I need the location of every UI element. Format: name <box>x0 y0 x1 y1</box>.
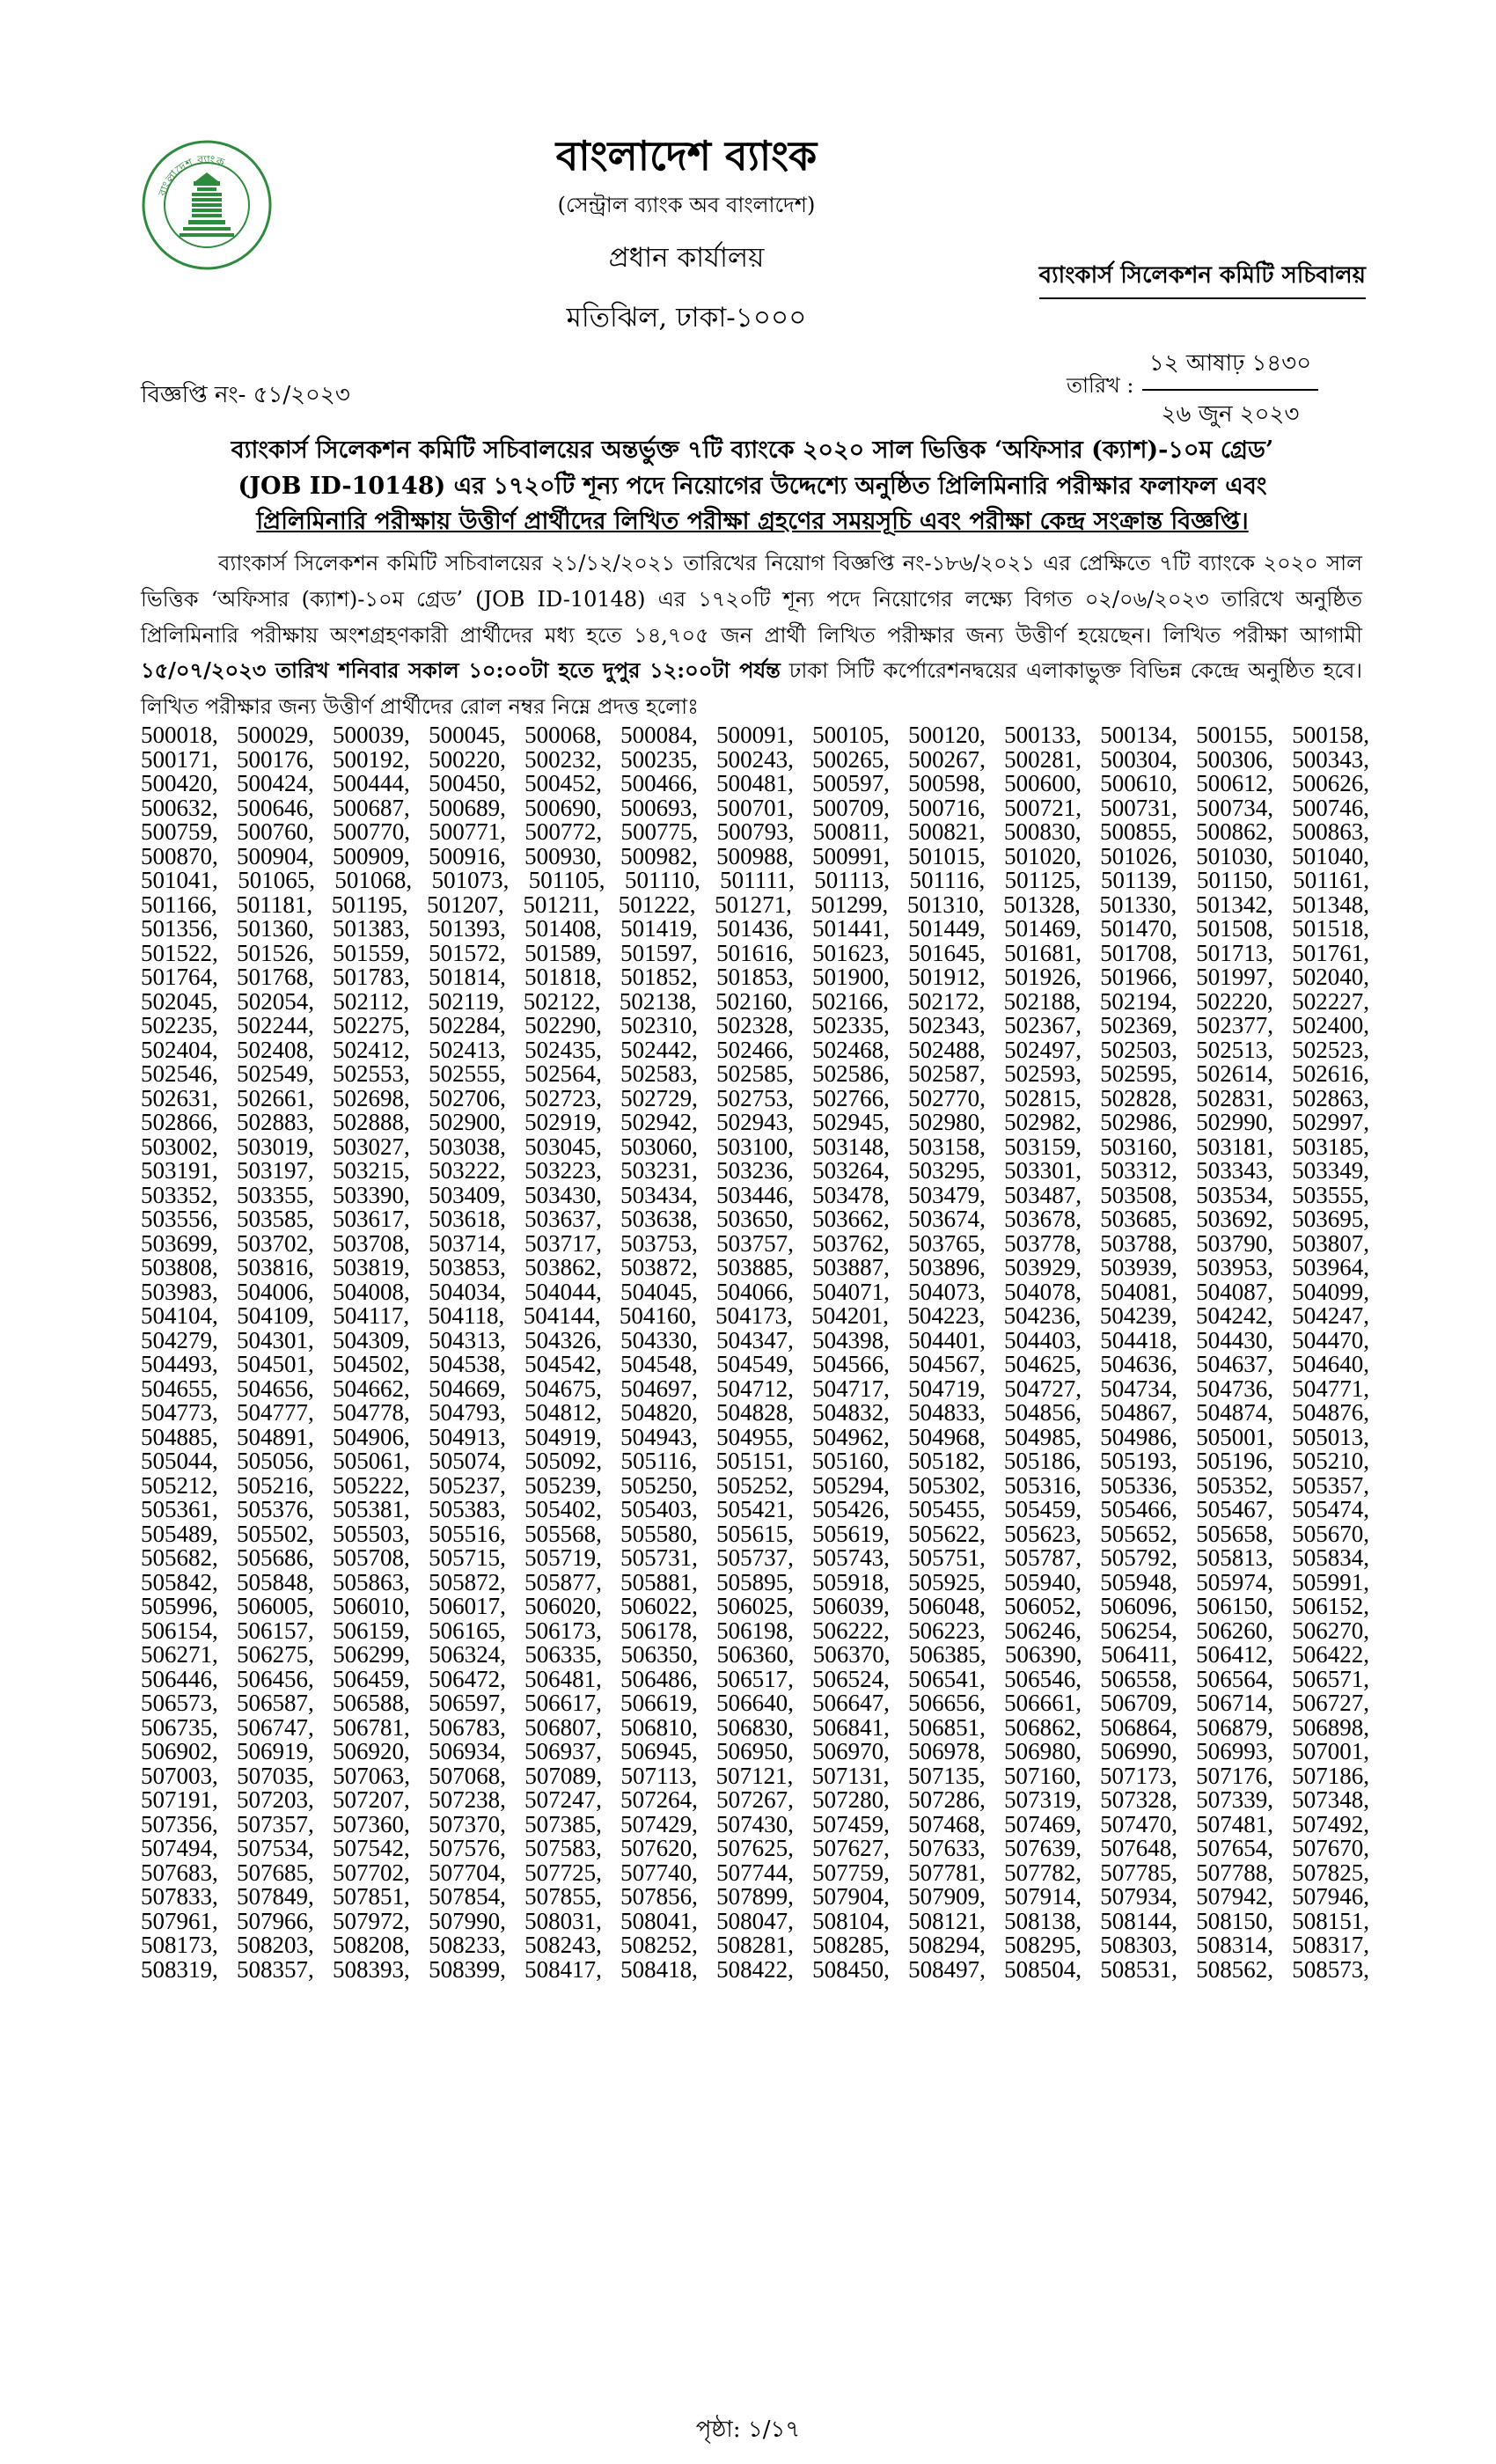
roll-number-row: 504885, 504891, 504906, 504913, 504919, 504943, 504955, 504962, 504968, 504985, 504986, 505001, 505013, <box>141 1423 1369 1450</box>
roll-number-row: 504773, 504777, 504778, 504793, 504812, 504820, 504828, 504832, 504833, 504856, 504867, 504874, 504876, <box>141 1399 1369 1426</box>
roll-number-row: 500632, 500646, 500687, 500689, 500690, 500693, 500701, 500709, 500716, 500721, 500731, 500734, 500746, <box>141 794 1369 821</box>
subject-line-2: (JOB ID-10148) এর ১৭২০টি শূন্য পদে নিয়োগের উদ্দেশ্যে অনুষ্ঠিত প্রিলিমিনারি পরীক্ষার ফলাফল এবং <box>238 472 1267 500</box>
bank-name: বাংলাদেশ ব্যাংক <box>555 132 818 180</box>
roll-number-row: 506154, 506157, 506159, 506165, 506173, 506178, 506198, 506222, 506223, 506246, 506254, 506260, 506270, <box>141 1617 1369 1644</box>
roll-number-row: 507833, 507849, 507851, 507854, 507855, 507856, 507899, 507904, 507909, 507914, 507934, 507942, 507946, <box>141 1883 1369 1910</box>
roll-number-row: 500759, 500760, 500770, 500771, 500772, 500775, 500793, 500811, 500821, 500830, 500855, 500862, 500863, <box>141 818 1369 845</box>
bank-subtitle: (সেন্ট্রাল ব্যাংক অব বাংলাদেশ) <box>557 193 816 218</box>
roll-number-row: 508319, 508357, 508393, 508399, 508417, 508418, 508422, 508450, 508497, 508504, 508531, 508562, 508573, <box>141 1955 1369 1983</box>
roll-number-row: 506573, 506587, 506588, 506597, 506617, 506619, 506640, 506647, 506656, 506661, 506709, 506714, 506727, <box>141 1690 1369 1716</box>
date-english: ২৬ জুন ২০২৩ <box>1161 401 1300 428</box>
roll-number-row: 506271, 506275, 506299, 506324, 506335, 506350, 506360, 506370, 506385, 506390, 506411, 506412, 506422, <box>141 1641 1369 1668</box>
roll-number-row: 507191, 507203, 507207, 507238, 507247, 507264, 507267, 507280, 507286, 507319, 507328, 507339, 507348, <box>141 1786 1369 1813</box>
roll-number-row: 503556, 503585, 503617, 503618, 503637, 503638, 503650, 503662, 503674, 503678, 503685, 503692, 503695, <box>141 1206 1369 1232</box>
body-text-1: ব্যাংকার্স সিলেকশন কমিটি সচিবালয়ের ২১/১২/২০২১ তারিখের নিয়োগ বিজ্ঞপ্তি নং-১৮৬/২০২১ এর প্রেক্ষিতে ৭টি ব্যাংকে ২০২০ সাল ভিত্তিক ‘অফিসার (ক্যাশ)-১০ম গ্রেড’ (JOB ID-10148) এর ১৭২০টি শূন্য পদে নিয়োগের লক্ষ্যে বিগত ০২/০৬/২০২৩ তারিখে অনুষ্ঠিত প্রিলিমিনারি পরীক্ষায় অংশগ্রহণকারী প্রার্থীদের মধ্য হতে ১৪,৭০৫ জন প্রার্থী লিখিত পরীক্ষার জন্য উত্তীর্ণ হয়েছেন। লিখিত পরীক্ষা আগামী <box>141 551 1362 648</box>
roll-number-row: 501166, 501181, 501195, 501207, 501211, 501222, 501271, 501299, 501310, 501328, 501330, 501342, 501348, <box>141 891 1369 918</box>
exam-schedule: ১৫/০৭/২০২৩ তারিখ শনিবার সকাল ১০:০০টা হতে দুপুর ১২:০০টা পর্যন্ত <box>141 657 781 684</box>
subject-line-1: ব্যাংকার্স সিলেকশন কমিটি সচিবালয়ের অন্তর্ভুক্ত ৭টি ব্যাংকে ২০২০ সাল ভিত্তিক ‘অফিসার (ক্যাশ)-১০ম গ্রেড’ <box>231 436 1274 464</box>
roll-number-row: 501356, 501360, 501383, 501393, 501408, 501419, 501436, 501441, 501449, 501469, 501470, 501508, 501518, <box>141 915 1369 942</box>
roll-number-row: 502404, 502408, 502412, 502413, 502435, 502442, 502466, 502468, 502488, 502497, 502503, 502513, 502523, <box>141 1036 1369 1063</box>
roll-number-row: 502546, 502549, 502553, 502555, 502564, 502583, 502585, 502586, 502587, 502593, 502595, 502614, 502616, <box>141 1060 1369 1087</box>
roll-number-row: 503352, 503355, 503390, 503409, 503430, 503434, 503446, 503478, 503479, 503487, 503508, 503534, 503555, <box>141 1181 1369 1208</box>
roll-number-row: 503983, 504006, 504008, 504034, 504044, 504045, 504066, 504071, 504073, 504078, 504081, 504087, 504099, <box>141 1278 1369 1305</box>
notice-number: বিজ্ঞপ্তি নং- ৫১/২০২৩ <box>141 382 350 408</box>
roll-number-row: 505842, 505848, 505863, 505872, 505877, 505881, 505895, 505918, 505925, 505940, 505948, 505974, 505991, <box>141 1568 1369 1595</box>
roll-number-row: 501522, 501526, 501559, 501572, 501589, 501597, 501616, 501623, 501645, 501681, 501708, 501713, 501761, <box>141 939 1369 966</box>
roll-number-row: 505682, 505686, 505708, 505715, 505719, 505731, 505737, 505743, 505751, 505787, 505792, 505813, 505834, <box>141 1544 1369 1571</box>
roll-number-row: 504655, 504656, 504662, 504669, 504675, 504697, 504712, 504717, 504719, 504727, 504734, 504736, 504771, <box>141 1375 1369 1402</box>
letterhead <box>475 132 898 342</box>
roll-number-row: 504104, 504109, 504117, 504118, 504144, 504160, 504173, 504201, 504223, 504236, 504239, 504242, 504247, <box>141 1302 1369 1329</box>
roll-number-row: 506446, 506456, 506459, 506472, 506481, 506486, 506517, 506524, 506541, 506546, 506558, 506564, 506571, <box>141 1665 1369 1692</box>
roll-number-row: 507494, 507534, 507542, 507576, 507583, 507620, 507625, 507627, 507633, 507639, 507648, 507654, 507670, <box>141 1835 1369 1861</box>
date-block <box>1142 345 1318 435</box>
roll-number-list <box>141 723 1369 1982</box>
roll-number-row: 505212, 505216, 505222, 505237, 505239, 505250, 505252, 505294, 505302, 505316, 505336, 505352, 505357, <box>141 1471 1369 1499</box>
roll-number-row: 500018, 500029, 500039, 500045, 500068, 500084, 500091, 500105, 500120, 500133, 500134, 500155, 500158, <box>141 722 1369 748</box>
subject-line-3: প্রিলিমিনারি পরীক্ষায় উত্তীর্ণ প্রার্থীদের লিখিত পরীক্ষা গ্রহণের সময়সূচি এবং পরীক্ষা কেন্দ্র সংক্রান্ত বিজ্ঞপ্তি। <box>256 508 1249 535</box>
date-bangla: ১২ আষাঢ় ১৪৩০ <box>1142 345 1318 391</box>
roll-number-row: 501041, 501065, 501068, 501073, 501105, 501110, 501111, 501113, 501116, 501125, 501139, 501150, 501161, <box>141 867 1369 893</box>
roll-number-row: 507003, 507035, 507063, 507068, 507089, 507113, 507121, 507131, 507135, 507160, 507173, 507176, 507186, <box>141 1762 1369 1789</box>
secretariat-label: ব্যাংকার্স সিলেকশন কমিটি সচিবালয় <box>1039 257 1366 299</box>
roll-number-row: 501764, 501768, 501783, 501814, 501818, 501852, 501853, 501900, 501912, 501926, 501966, 501997, 502040, <box>141 964 1369 990</box>
logo-emblem-icon <box>141 139 273 271</box>
roll-number-row: 508173, 508203, 508208, 508233, 508243, 508252, 508281, 508285, 508294, 508295, 508303, 508314, 508317, <box>141 1932 1369 1958</box>
notice-body <box>141 546 1362 725</box>
roll-number-row: 503002, 503019, 503027, 503038, 503045, 503060, 503100, 503148, 503158, 503159, 503160, 503181, 503185, <box>141 1133 1369 1160</box>
svg-text:বাংলাদেশ ব্যাংক <box>157 154 227 199</box>
roll-number-row: 507356, 507357, 507360, 507370, 507385, 507429, 507430, 507459, 507468, 507469, 507470, 507481, 507492, <box>141 1810 1369 1837</box>
roll-number-row: 502235, 502244, 502275, 502284, 502290, 502310, 502328, 502335, 502343, 502367, 502369, 502377, 502400, <box>141 1012 1369 1038</box>
roll-number-row: 507683, 507685, 507702, 507704, 507725, 507740, 507744, 507759, 507781, 507782, 507785, 507788, 507825, <box>141 1859 1369 1886</box>
roll-number-row: 500870, 500904, 500909, 500916, 500930, 500982, 500988, 500991, 501015, 501020, 501026, 501030, 501040, <box>141 842 1369 869</box>
roll-number-row: 502045, 502054, 502112, 502119, 502122, 502138, 502160, 502166, 502172, 502188, 502194, 502220, 502227, <box>141 987 1369 1015</box>
body-text-2: ঢাকা সিটি কর্পোরেশনদ্বয়ের এলাকাভুক্ত বিভিন্ন কেন্দ্রে অনুষ্ঠিত হবে। লিখিত পরীক্ষার জন্য উত্তীর্ণ প্রার্থীদের রোল নম্বর নিম্নে প্রদত্ত হলোঃ <box>141 658 1362 720</box>
roll-number-row: 504279, 504301, 504309, 504313, 504326, 504330, 504347, 504398, 504401, 504403, 504418, 504430, 504470, <box>141 1326 1369 1353</box>
roll-number-row: 503191, 503197, 503215, 503222, 503223, 503231, 503236, 503264, 503295, 503301, 503312, 503343, 503349, <box>141 1157 1369 1184</box>
page-number: পৃষ্ঠা: ১/১৭ <box>695 2416 801 2443</box>
roll-number-row: 500171, 500176, 500192, 500220, 500232, 500235, 500243, 500265, 500267, 500281, 500304, 500306, 500343, <box>141 745 1369 773</box>
roll-number-row: 503699, 503702, 503708, 503714, 503717, 503753, 503757, 503762, 503765, 503778, 503788, 503790, 503807, <box>141 1229 1369 1257</box>
office-name: প্রধান কার্যালয় <box>608 242 765 275</box>
roll-number-row: 506735, 506747, 506781, 506783, 506807, 506810, 506830, 506841, 506851, 506862, 506864, 506879, 506898, <box>141 1713 1369 1741</box>
roll-number-row: 505361, 505376, 505381, 505383, 505402, 505403, 505421, 505426, 505455, 505459, 505466, 505467, 505474, <box>141 1496 1369 1522</box>
roll-number-row: 505044, 505056, 505061, 505074, 505092, 505116, 505151, 505160, 505182, 505186, 505193, 505196, 505210, <box>141 1448 1369 1474</box>
date-label: তারিখ : <box>1067 373 1134 398</box>
office-address: মতিঝিল, ঢাকা-১০০০ <box>566 302 807 334</box>
roll-number-row: 502866, 502883, 502888, 502900, 502919, 502942, 502943, 502945, 502980, 502982, 502986, 502990, 502997, <box>141 1109 1369 1135</box>
roll-number-row: 504493, 504501, 504502, 504538, 504542, 504548, 504549, 504566, 504567, 504625, 504636, 504637, 504640, <box>141 1351 1369 1377</box>
roll-number-row: 502631, 502661, 502698, 502706, 502723, 502729, 502753, 502766, 502770, 502815, 502828, 502831, 502863, <box>141 1084 1369 1111</box>
notice-subject <box>141 433 1364 540</box>
roll-number-row: 500420, 500424, 500444, 500450, 500452, 500466, 500481, 500597, 500598, 500600, 500610, 500612, 500626, <box>141 770 1369 796</box>
roll-number-row: 505489, 505502, 505503, 505516, 505568, 505580, 505615, 505619, 505622, 505623, 505652, 505658, 505670, <box>141 1520 1369 1547</box>
logo-text: বাংলাদেশ ব্যাংক <box>156 153 226 199</box>
roll-number-row: 506902, 506919, 506920, 506934, 506937, 506945, 506950, 506970, 506978, 506980, 506990, 506993, 507001, <box>141 1738 1369 1764</box>
roll-number-row: 503808, 503816, 503819, 503853, 503862, 503872, 503885, 503887, 503896, 503929, 503939, 503953, 503964, <box>141 1254 1369 1280</box>
roll-number-row: 505996, 506005, 506010, 506017, 506020, 506022, 506025, 506039, 506048, 506052, 506096, 506150, 506152, <box>141 1593 1369 1619</box>
roll-number-row: 507961, 507966, 507972, 507990, 508031, 508041, 508047, 508104, 508121, 508138, 508144, 508150, 508151, <box>141 1907 1369 1934</box>
bangladesh-bank-logo <box>141 139 273 271</box>
